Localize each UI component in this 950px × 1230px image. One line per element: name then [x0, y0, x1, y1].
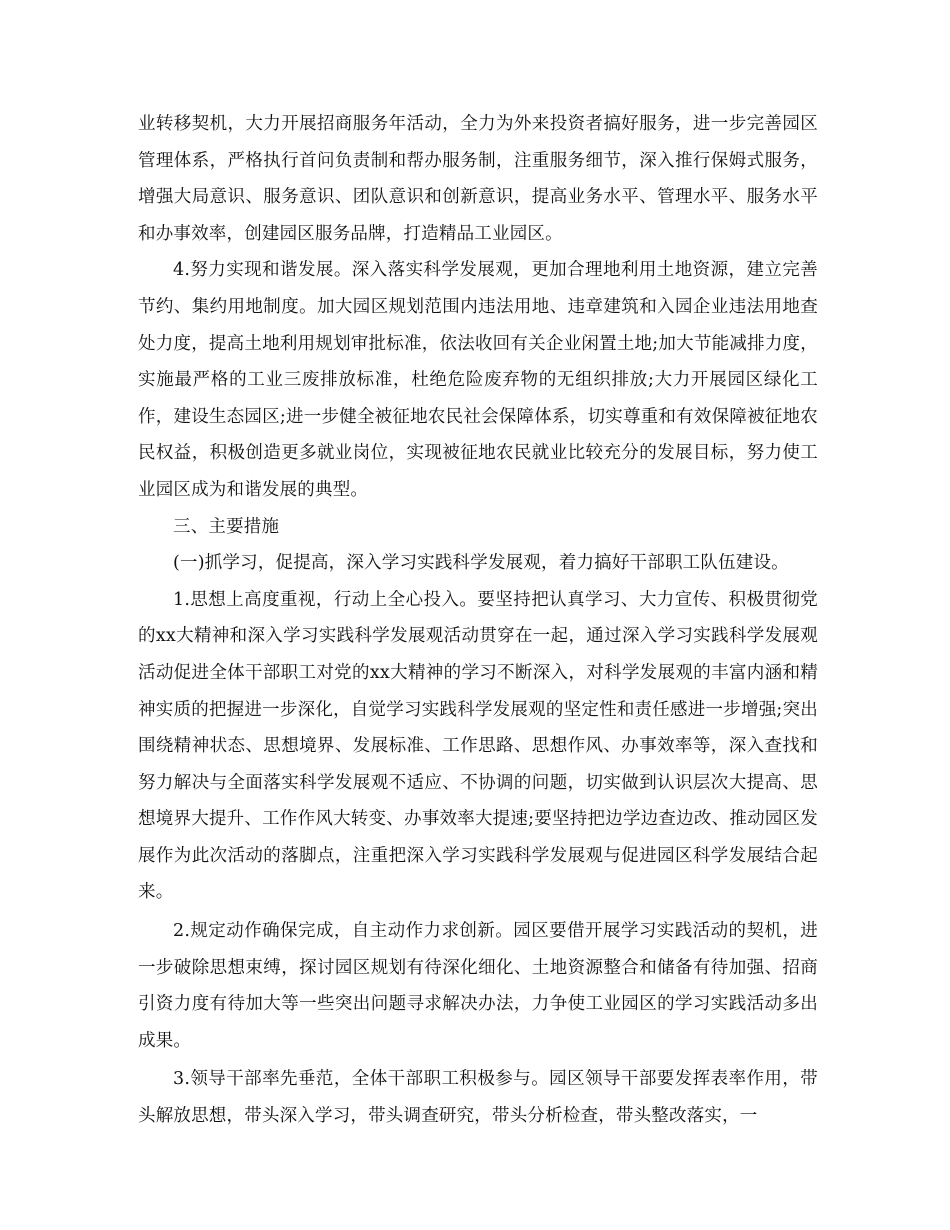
- paragraph-thought-action: 1.思想上高度重视，行动上全心投入。要坚持把认真学习、大力宣传、积极贯彻党的xx大精神和深入学习实践科学发展观活动贯穿在一起，通过深入学习实践科学发展观活动促进全体干部职工对党的xx大精神的学习不断深入，对科学发展观的丰富内涵和精神实质的把握进一步深化，自觉学习实践科学发展观的坚定性和责任感进一步增强;突出围绕精神状态、思想境界、发展标准、工作思路、思想作风、办事效率等，深入查找和努力解决与全面落实科学发展观不适应、不协调的问题，切实做到认识层次大提高、思想境界大提升、工作作风大转变、办事效率大提速;要坚持把边学边查边改、推动园区发展作为此次活动的落脚点，注重把深入学习实践科学发展观与促进园区科学发展结合起来。: [138, 589, 818, 903]
- paragraph-leaders-example: 3.领导干部率先垂范，全体干部职工积极参与。园区领导干部要发挥表率作用，带头解放思想，带头深入学习，带头调查研究，带头分析检查，带头整改落实，一: [138, 1069, 818, 1127]
- paragraph-continued: 业转移契机，大力开展招商服务年活动，全力为外来投资者搞好服务，进一步完善园区管理体系，严格执行首问负责制和帮办服务制，注重服务细节，深入推行保姆式服务，增强大局意识、服务意识、团队意识和创新意识，提高业务水平、管理水平、服务水平和办事效率，创建园区服务品牌，打造精品工业园区。: [138, 114, 818, 244]
- subsection-heading-study: (一)抓学习，促提高，深入学习实践科学发展观，着力搞好干部职工队伍建设。: [173, 553, 789, 574]
- document-body: [138, 106, 818, 1135]
- paragraph-required-actions: 2.规定动作确保完成，自主动作力求创新。园区要借开展学习实践活动的契机，进一步破除思想束缚，探讨园区规划有待深化细化、土地资源整合和储备有待加强、招商引资力度有待加大等一些突出问题寻求解决办法，力争使工业园区的学习实践活动多出成果。: [138, 921, 818, 1051]
- section-heading-main-measures: 三、主要措施: [173, 516, 280, 537]
- paragraph-harmonious-development: 4.努力实现和谐发展。深入落实科学发展观，更加合理地利用土地资源，建立完善节约、集约用地制度。加大园区规划范围内违法用地、违章建筑和入园企业违法用地查处力度，提高土地利用规划审批标准，依法收回有关企业闲置土地;加大节能减排力度，实施最严格的工业三废排放标准，杜绝危险废弃物的无组织排放;大力开展园区绿化工作，建设生态园区;进一步健全被征地农民社会保障体系，切实尊重和有效保障被征地农民权益，积极创造更多就业岗位，实现被征地农民就业比较充分的发展目标，努力使工业园区成为和谐发展的典型。: [138, 260, 818, 500]
